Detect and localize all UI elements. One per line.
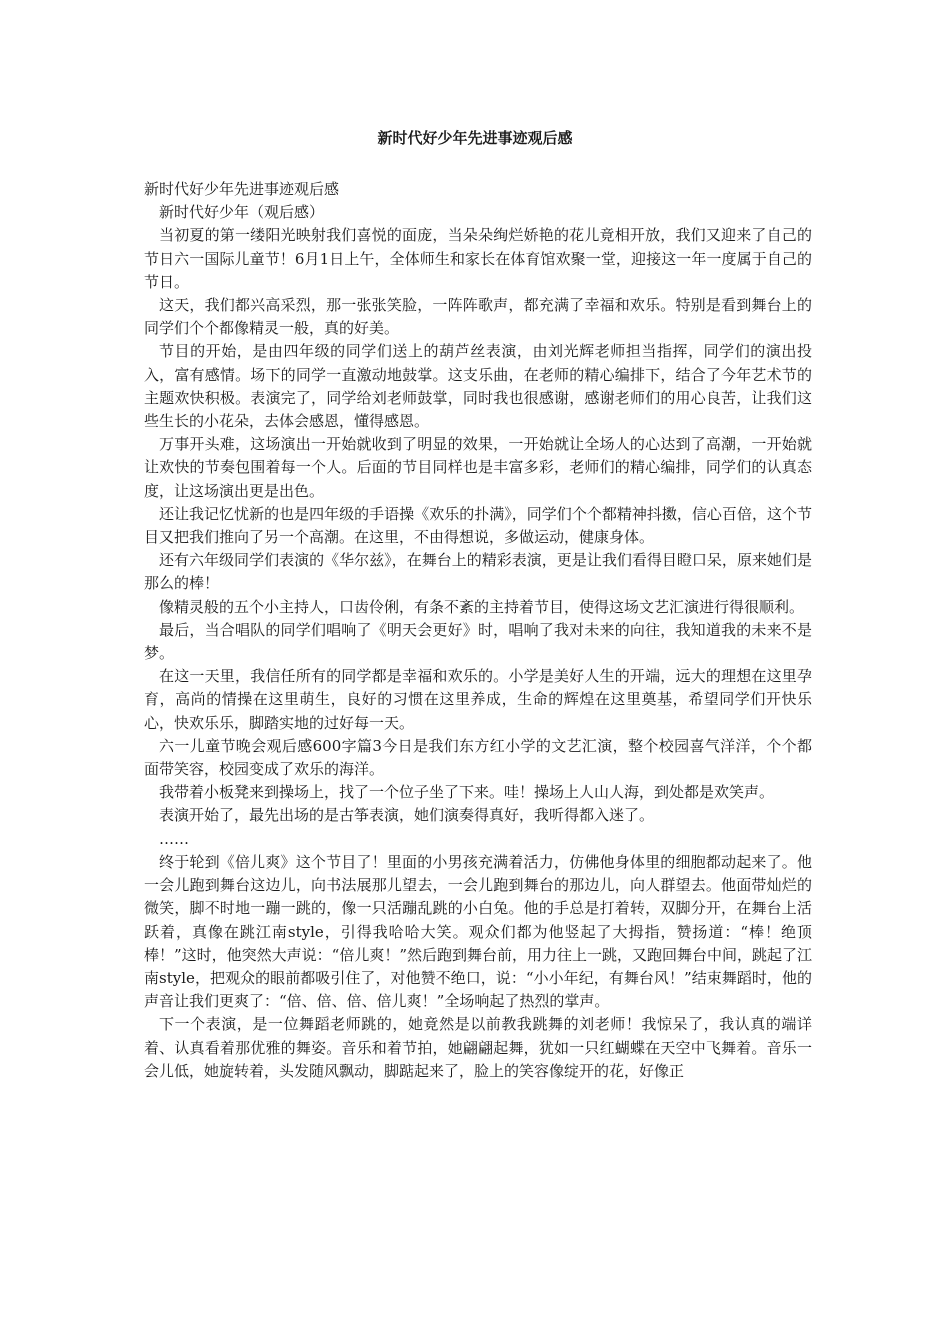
paragraph: 下一个表演，是一位舞蹈老师跳的，她竟然是以前教我跳舞的刘老师！我惊呆了，我认真的端详着、认真看着那优雅的舞姿。音乐和着节拍，她翩翩起舞，犹如一只红蝴蝶在天空中飞舞着。音乐一会儿低，她旋转着，头发随风飘动，脚踮起来了，脸上的笑容像绽开的花，好像正: [144, 1015, 812, 1080]
paragraph: 还有六年级同学们表演的《华尔兹》，在舞台上的精彩表演，更是让我们看得目瞪口呆，原来她们是那么的棒！: [144, 551, 812, 593]
ellipsis-line: ……: [159, 829, 189, 848]
document-title: 新时代好少年先进事迹观后感: [377, 129, 573, 147]
paragraph: 当初夏的第一缕阳光映射我们喜悦的面庞，当朵朵绚烂娇艳的花儿竟相开放，我们又迎来了自己的节日六一国际儿童节！6月1日上午，全体师生和家长在体育馆欢聚一堂，迎接这一年一度属于自己的节日。: [144, 226, 812, 291]
paragraph: 万事开头难，这场演出一开始就收到了明显的效果，一开始就让全场人的心达到了高潮，一开始就让欢快的节奏包围着每一个人。后面的节目同样也是丰富多彩，老师们的精心编排，同学们的认真态度，让这场演出更是出色。: [144, 435, 812, 500]
body-subheading: 新时代好少年（观后感）: [159, 203, 325, 222]
body-heading: 新时代好少年先进事迹观后感: [144, 180, 340, 198]
paragraph: 终于轮到《倍儿爽》这个节目了！里面的小男孩充满着活力，仿佛他身体里的细胞都动起来了。他一会儿跑到舞台这边儿，向书法展那儿望去，一会儿跑到舞台的那边儿，向人群望去。他面带灿烂的微笑，脚不时地一蹦一跳的，像一只活蹦乱跳的小白兔。他的手总是打着转，双脚分开，在舞台上活跃着，真像在跳江南style，引得我哈哈大笑。观众们都为他竖起了大拇指，赞扬道：“棒！绝顶棒！”这时，他突然大声说：“倍儿爽！”然后跑到舞台前，用力往上一跳，又跑回舞台中间，跳起了江南style，把观众的眼前都吸引住了，对他赞不绝口，说：“小小年纪，有舞台风！”结束舞蹈时，他的声音让我们更爽了：“倍、倍、倍、倍儿爽！”全场响起了热烈的掌声。: [144, 852, 813, 1011]
paragraph: 六一儿童节晚会观后感600字篇3今日是我们东方红小学的文艺汇演，整个校园喜气洋洋，个个都面带笑容，校园变成了欢乐的海洋。: [144, 736, 812, 779]
paragraph: 节目的开始，是由四年级的同学们送上的葫芦丝表演，由刘光辉老师担当指挥，同学们的演出投入，富有感情。场下的同学一直激动地鼓掌。这支乐曲，在老师的精心编排下，结合了今年艺术节的主题欢快积极。表演完了，同学给刘老师鼓掌，同时我也很感谢，感谢老师们的用心良苦，让我们这些生长的小花朵，去体会感恩，懂得感恩。: [144, 342, 812, 431]
document-body: [144, 178, 812, 1083]
paragraph: 像精灵般的五个小主持人，口齿伶俐，有条不紊的主持着节目，使得这场文艺汇演进行得很顺利。: [159, 597, 805, 616]
paragraph: 这天，我们都兴高采烈，那一张张笑脸，一阵阵歌声，都充满了幸福和欢乐。特别是看到舞台上的同学们个个都像精灵一般，真的好美。: [144, 296, 812, 338]
paragraph: 最后，当合唱队的同学们唱响了《明天会更好》时，唱响了我对未来的向往，我知道我的未来不是梦。: [144, 620, 812, 663]
paragraph: 还让我记忆忧新的也是四年级的手语操《欢乐的扑满》，同学们个个都精神抖擞，信心百倍，这个节目又把我们推向了另一个高潮。在这里，不由得想说，多做运动，健康身体。: [144, 504, 812, 547]
paragraph: 表演开始了，最先出场的是古筝表演，她们演奏得真好，我听得都入迷了。: [159, 806, 655, 825]
paragraph: 我带着小板凳来到操场上，找了一个位子坐了下来。哇！操场上人山人海，到处都是欢笑声。: [159, 783, 775, 802]
paragraph: 在这一天里，我信任所有的同学都是幸福和欢乐的。小学是美好人生的开端，远大的理想在这里孕育，高尚的情操在这里萌生，良好的习惯在这里养成，生命的辉煌在这里奠基，希望同学们开快乐心，快欢乐乐，脚踏实地的过好每一天。: [144, 667, 812, 732]
